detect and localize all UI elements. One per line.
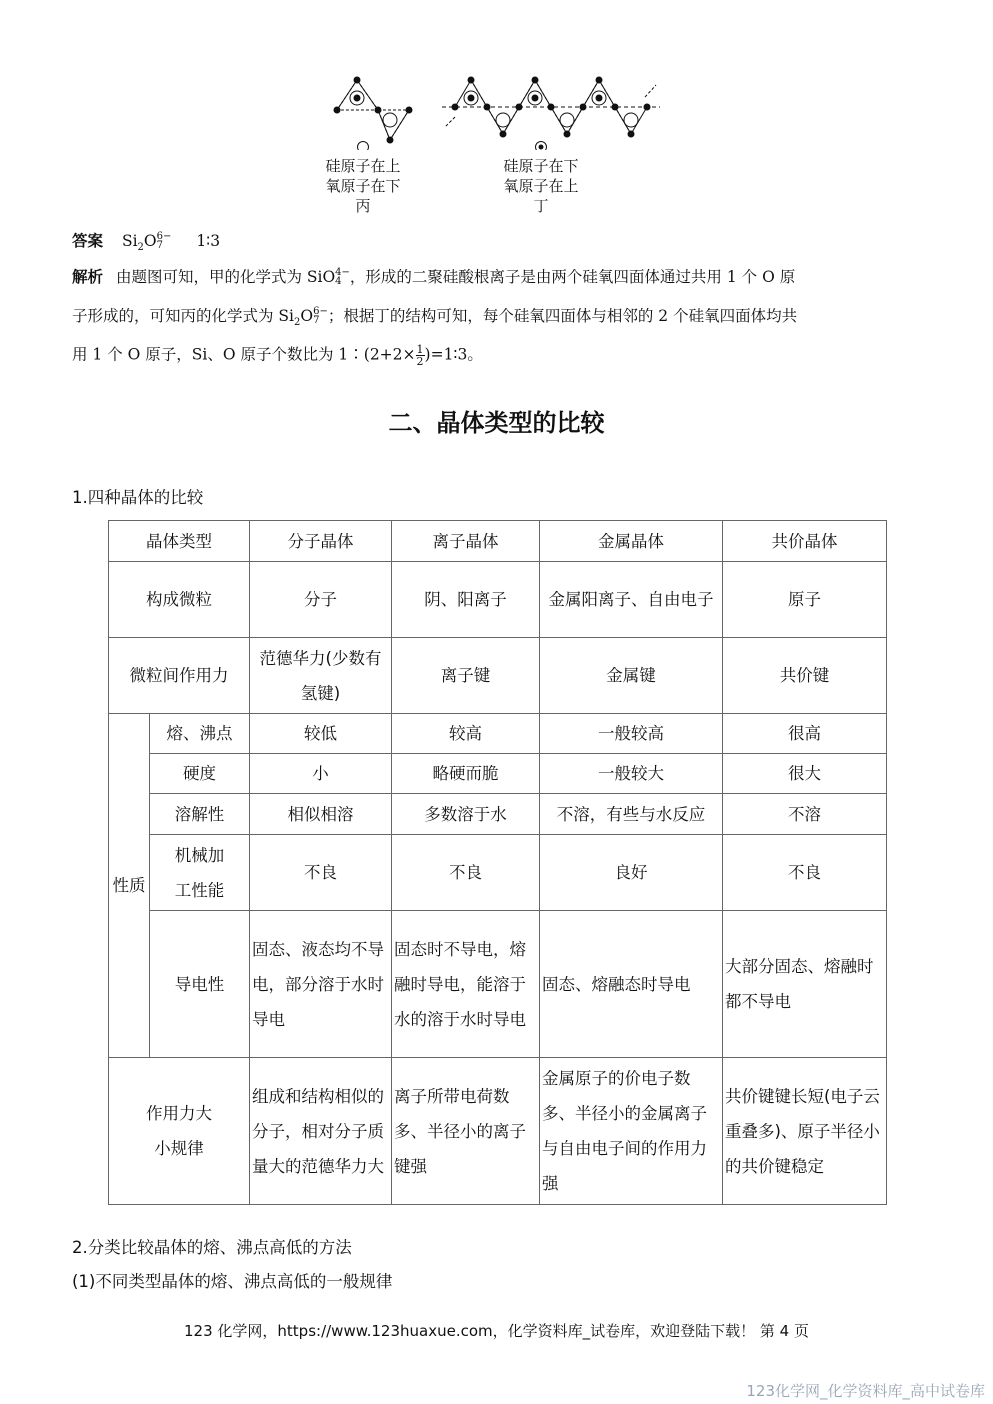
caption-bing-line2: 氧原子在下 [325, 177, 401, 195]
header-cell: 共价晶体 [723, 521, 887, 562]
analysis-line2: 子形成的，可知丙的化学式为 $Si_2O$ 6− 7 ；根据丁的结构可知，每个硅氧四面体与相邻的 2 个硅氧四面体均共 [72, 306, 798, 329]
header-cell: 分子晶体 [250, 521, 392, 562]
legend-dotted-circle-icon [536, 142, 547, 151]
table-cell: 固态时不导电，熔融时导电，能溶于水的溶于水时导电 [392, 911, 540, 1058]
table-row [109, 754, 887, 794]
table-row [109, 714, 887, 754]
answer-formula: $Si_2O$ 6− 7 [121, 231, 172, 254]
table-cell: 范德华力(少数有氢键) [250, 638, 392, 714]
answer-label: 答案 [72, 232, 104, 250]
row-label: 熔、沸点 [150, 714, 250, 754]
table-row [109, 835, 887, 911]
table-cell: 共价键键长短(电子云重叠多)、原子半径小的共价键稳定 [723, 1058, 887, 1205]
silicate-structure-figure [0, 0, 993, 150]
analysis-label: 解析 [72, 268, 104, 286]
row-label: 导电性 [150, 911, 250, 1058]
table-cell: 略硬而脆 [392, 754, 540, 794]
structure-ding [442, 77, 660, 137]
table-row [109, 794, 887, 835]
table-cell: 金属原子的价电子数多、半径小的金属离子与自由电子间的作用力强 [540, 1058, 723, 1205]
sub1-title: 1.四种晶体的比较 [72, 488, 204, 507]
legend-open-circle-icon [358, 142, 369, 151]
caption-ding-line2: 氧原子在上 [503, 177, 579, 195]
sub2-item1: (1)不同类型晶体的熔、沸点高低的一般规律 [72, 1272, 393, 1291]
structure-bing [334, 77, 412, 143]
section-title: 二、晶体类型的比较 [388, 409, 605, 437]
table-cell: 较高 [392, 714, 540, 754]
caption-bing-name: 丙 [355, 197, 371, 215]
table-cell: 多数溶于水 [392, 794, 540, 835]
table-cell: 金属阳离子、自由电子 [540, 562, 723, 638]
table-cell: 离子键 [392, 638, 540, 714]
table-cell: 小 [250, 754, 392, 794]
row-label: 机械加工性能 [150, 835, 250, 911]
table-row [109, 562, 887, 638]
table-cell: 不良 [250, 835, 392, 911]
table-cell: 大部分固态、熔融时都不导电 [723, 911, 887, 1058]
caption-bing [313, 156, 413, 216]
table-cell: 固态、液态均不导电，部分溶于水时导电 [250, 911, 392, 1058]
header-cell: 晶体类型 [109, 521, 250, 562]
table-cell: 共价键 [723, 638, 887, 714]
row-label: 硬度 [150, 754, 250, 794]
property-group-label: 性质 [109, 714, 150, 1058]
table-cell: 离子所带电荷数多、半径小的离子键强 [392, 1058, 540, 1205]
header-cell: 金属晶体 [540, 521, 723, 562]
table-cell: 相似相溶 [250, 794, 392, 835]
table-cell: 不良 [723, 835, 887, 911]
table-cell: 阴、阳离子 [392, 562, 540, 638]
table-row [109, 638, 887, 714]
caption-ding [491, 156, 591, 216]
table-cell: 原子 [723, 562, 887, 638]
crystal-comparison-table [108, 520, 887, 1205]
table-cell: 组成和结构相似的分子，相对分子质量大的范德华力大 [250, 1058, 392, 1205]
analysis-line3: 用 1 个 O 原子，Si、O 原子个数比为 1∶(2+2× $\frac{1}{2}$ )=1∶3。 [72, 343, 483, 368]
analysis-line1: 解析 由题图可知，甲的化学式为 SiO 4− 4 ，形成的二聚硅酸根离子是由两个硅氧四面体通过共用 1 个 O 原 [72, 267, 796, 287]
caption-ding-line1: 硅原子在下 [503, 157, 579, 175]
table-row [109, 1058, 887, 1205]
page-footer: 123 化学网，https://www.123huaxue.com，化学资料库_试卷库，欢迎登陆下载！ 第 4 页 [184, 1322, 809, 1340]
answer-ratio: 1∶3 [196, 232, 221, 250]
table-cell: 固态、熔融态时导电 [540, 911, 723, 1058]
sub2-title: 2.分类比较晶体的熔、沸点高低的方法 [72, 1238, 352, 1257]
row-label: 构成微粒 [109, 562, 250, 638]
table-cell: 分子 [250, 562, 392, 638]
table-cell: 较低 [250, 714, 392, 754]
table-cell: 良好 [540, 835, 723, 911]
caption-ding-name: 丁 [533, 197, 549, 215]
row-label: 微粒间作用力 [109, 638, 250, 714]
table-row [109, 911, 887, 1058]
table-cell: 不溶 [723, 794, 887, 835]
row-label: 溶解性 [150, 794, 250, 835]
table-cell: 不溶，有些与水反应 [540, 794, 723, 835]
table-header-row [109, 521, 887, 562]
table-cell: 不良 [392, 835, 540, 911]
table-cell: 很高 [723, 714, 887, 754]
table-cell: 金属键 [540, 638, 723, 714]
row-label: 作用力大小规律 [109, 1058, 250, 1205]
table-cell: 一般较大 [540, 754, 723, 794]
answer-line [72, 231, 220, 258]
watermark: 123化学网_化学资料库_高中试卷库 [746, 1382, 985, 1400]
table-cell: 一般较高 [540, 714, 723, 754]
table-cell: 很大 [723, 754, 887, 794]
caption-bing-line1: 硅原子在上 [325, 157, 401, 175]
header-cell: 离子晶体 [392, 521, 540, 562]
